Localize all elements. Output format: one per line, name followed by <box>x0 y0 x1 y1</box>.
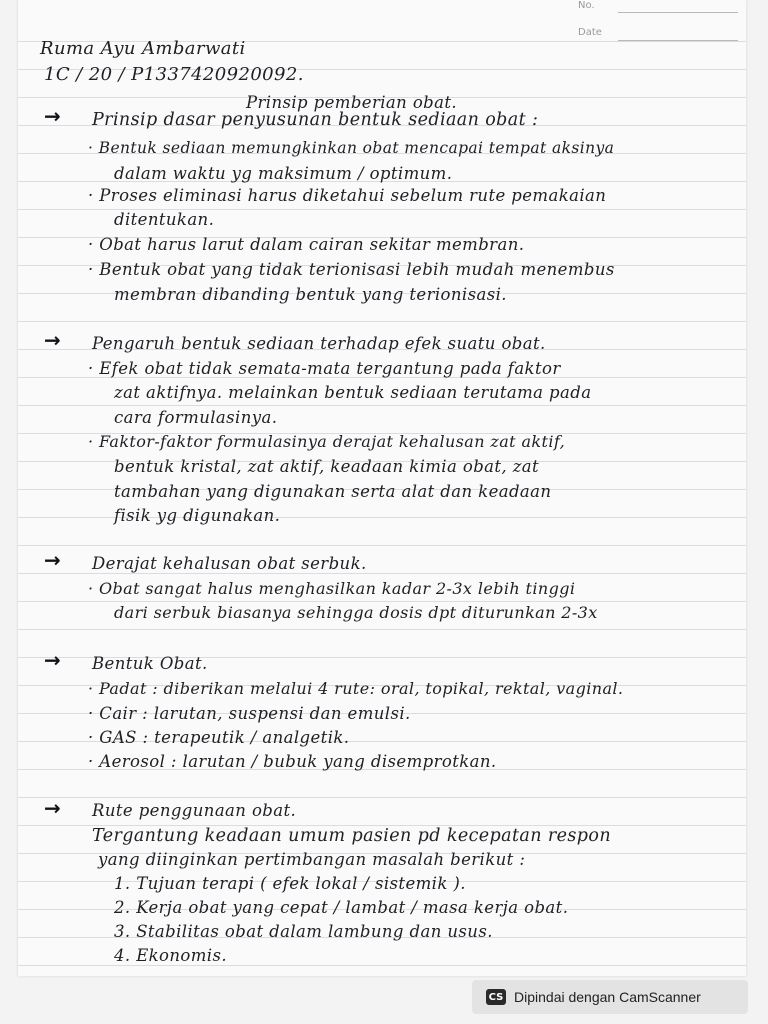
note-line: · GAS : terapeutik / analgetik. <box>88 728 350 747</box>
note-line: dari serbuk biasanya sehingga dosis dpt diturunkan 2-3x <box>114 603 598 622</box>
note-line: · Obat sangat halus menghasilkan kadar 2-3x lebih tinggi <box>88 579 576 598</box>
note-line: fisik yg digunakan. <box>114 506 281 525</box>
note-line: Tergantung keadaan umum pasien pd kecepatan respon <box>92 826 612 846</box>
note-line: · Faktor-faktor formulasinya derajat kehalusan zat aktif, <box>88 432 566 451</box>
note-line: yang diinginkan pertimbangan masalah berikut : <box>98 850 526 869</box>
section-heading: Pengaruh bentuk sediaan terhadap efek suatu obat. <box>92 334 546 353</box>
note-line: 4. Ekonomis. <box>114 946 227 965</box>
section-arrow-icon: → <box>44 104 61 128</box>
note-line: 3. Stabilitas obat dalam lambung dan usus. <box>114 922 493 941</box>
note-line: zat aktifnya. melainkan bentuk sediaan terutama pada <box>114 383 592 402</box>
note-line: · Padat : diberikan melalui 4 rute: oral, topikal, rektal, vaginal. <box>88 679 624 698</box>
notebook-page <box>18 0 746 976</box>
note-line: dalam waktu yg maksimum / optimum. <box>114 164 453 183</box>
section-arrow-icon: → <box>44 548 61 572</box>
section-arrow-icon: → <box>44 648 61 672</box>
section-heading: Bentuk Obat. <box>92 654 208 673</box>
section-arrow-icon: → <box>44 328 61 352</box>
note-line: · Bentuk sediaan memungkinkan obat mencapai tempat aksinya <box>88 139 615 157</box>
no-line <box>618 12 738 13</box>
student-id: 1C / 20 / P1337420920092. <box>44 64 304 85</box>
student-name: Ruma Ayu Ambarwati <box>40 38 246 59</box>
section-heading: Rute penggunaan obat. <box>92 801 297 820</box>
note-line: · Aerosol : larutan / bubuk yang disemprotkan. <box>88 752 497 771</box>
note-line: bentuk kristal, zat aktif, keadaan kimia obat, zat <box>114 457 540 476</box>
section-heading: Derajat kehalusan obat serbuk. <box>92 554 367 573</box>
section-arrow-icon: → <box>44 796 61 820</box>
note-line: 2. Kerja obat yang cepat / lambat / masa kerja obat. <box>114 898 569 917</box>
note-line: · Proses eliminasi harus diketahui sebelum rute pemakaian <box>88 186 607 205</box>
date-line <box>618 40 738 41</box>
watermark-text: Dipindai dengan CamScanner <box>514 989 701 1005</box>
note-line: 1. Tujuan terapi ( efek lokal / sistemik ). <box>114 874 466 893</box>
note-line: tambahan yang digunakan serta alat dan keadaan <box>114 482 552 501</box>
note-line: · Bentuk obat yang tidak terionisasi lebih mudah menembus <box>88 260 615 279</box>
camscanner-logo-icon: CS <box>486 989 506 1005</box>
no-label: No. <box>578 0 595 11</box>
date-label: Date <box>578 27 602 38</box>
note-line: ditentukan. <box>114 210 215 229</box>
camscanner-watermark <box>472 980 748 1014</box>
note-title: Prinsip pemberian obat. <box>246 93 458 112</box>
note-line: cara formulasinya. <box>114 408 278 427</box>
note-line: · Obat harus larut dalam cairan sekitar membran. <box>88 235 525 254</box>
note-line: membran dibanding bentuk yang terionisasi. <box>114 285 507 304</box>
note-line: · Cair : larutan, suspensi dan emulsi. <box>88 704 411 723</box>
note-line: · Efek obat tidak semata-mata tergantung pada faktor <box>88 359 561 378</box>
section-heading: Prinsip dasar penyusunan bentuk sediaan obat : <box>92 110 539 130</box>
